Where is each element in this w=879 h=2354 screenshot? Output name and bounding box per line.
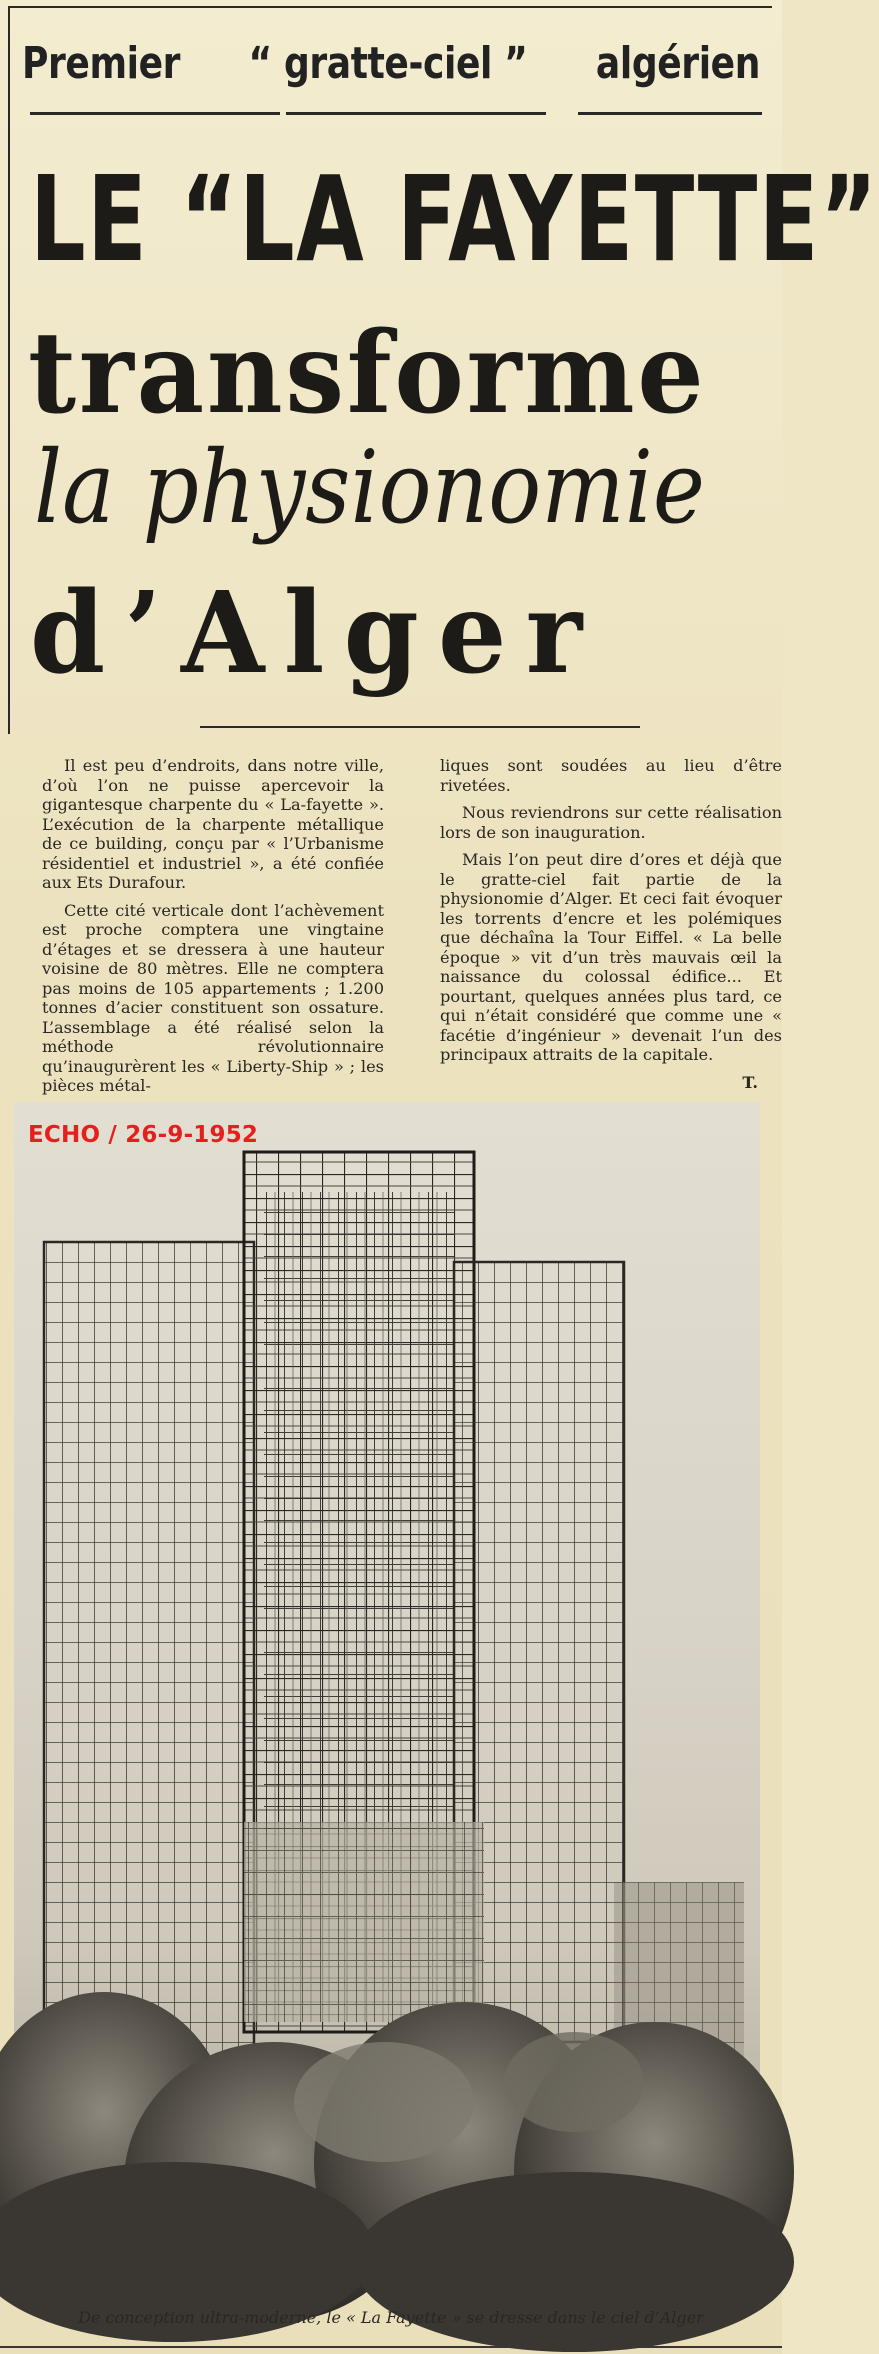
column-left (42, 756, 384, 1104)
kicker-line (22, 38, 760, 89)
kicker-rule-right (578, 112, 762, 115)
author-signature: T. (742, 1072, 758, 1092)
kicker-word-premier: Premier (22, 38, 181, 89)
kicker-word-algerien: algérien (595, 38, 760, 89)
paragraph: Il est peu d’endroits, dans notre ville, d’où l’on ne puisse apercevoir la gigantesque charpente du « La-fayette ». L’exécution de la charpente métallique de ce building, conçu par « l’Urbanisme résidentiel et industriel », a été confiée aux Ets Durafour. (42, 756, 384, 892)
archive-stamp: ECHO / 26-9-1952 (28, 1122, 259, 1148)
paragraph: Nous reviendrons sur cette réalisation lors de son inauguration. (440, 803, 782, 842)
headline-line-3: la physionomie (34, 429, 705, 546)
photo-caption: De conception ultra-moderne, le « La Fayette » se dresse dans le ciel d’Alger (78, 2308, 704, 2327)
paragraph: liques sont soudées au lieu d’être rivetées. (440, 756, 782, 795)
headline-line-2: transforme (28, 308, 707, 439)
paragraph: Cette cité verticale dont l’achèvement est proche comptera une vingtaine d’étages et se dressera à une hauteur voisine de 80 mètres. Elle ne comptera pas moins de 105 appartements ; 1.200 tonnes d’acier constituent son ossature. L’assemblage a été réalisé selon la méthode révolutionnaire qu’inaugurèrent les « Liberty-Ship » ; les pièces métal- (42, 900, 384, 1095)
photo-illustration (14, 1102, 760, 2292)
kicker-word-gratte-ciel: “ gratte-ciel ” (248, 38, 528, 89)
article-body (42, 756, 782, 1104)
headline-line-4: d’Alger (30, 568, 602, 699)
building-photo (14, 1102, 760, 2292)
paragraph: Mais l’on peut dire d’ores et déjà que le gratte-ciel fait partie de la physionomie d’Alger. Et ceci fait évoquer les torrents d’encre et les polémiques que déchaîna la Tour Eiffel. « La belle époque » vit d’un très mauvais œil la naissance du colossal édifice... Et pourtant, quelques années plus tard, ce qui n’était considéré que comme une « facétie d’ingénieur » devenait l’un des principaux attraits de la capitale. (440, 850, 782, 1064)
kicker-rule-middle (286, 112, 546, 115)
headline-line-1: LE “LA FAYETTE” (30, 150, 879, 288)
bottom-rule (0, 2346, 782, 2348)
kicker-rule-left (30, 112, 280, 115)
headline-underline (200, 726, 640, 728)
column-right (440, 756, 782, 1104)
